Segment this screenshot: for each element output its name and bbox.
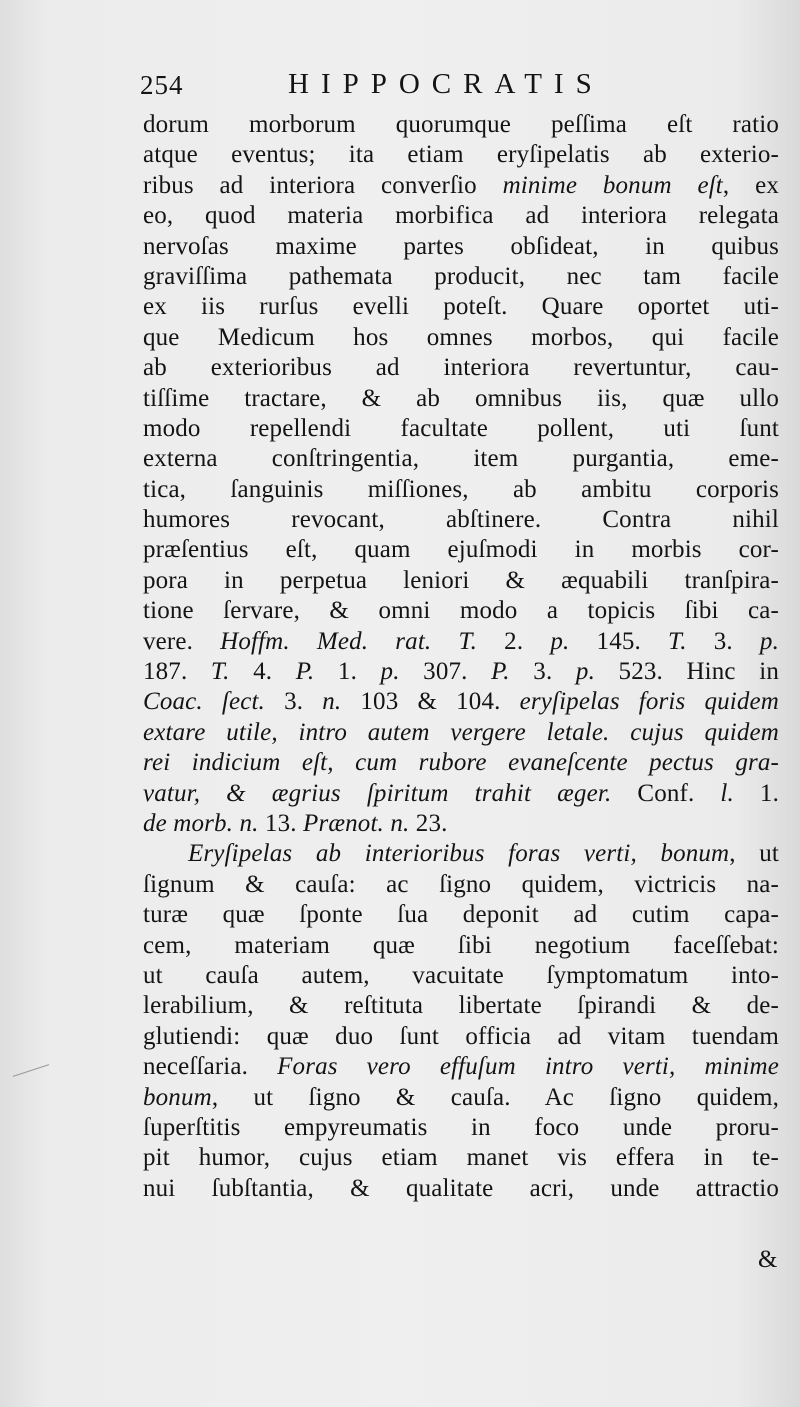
text-segment: 4. xyxy=(229,658,296,686)
text-line xyxy=(143,839,779,869)
text-segment: , ut xyxy=(729,840,779,868)
text-line xyxy=(143,991,779,1021)
paper-mark xyxy=(13,1064,49,1077)
text-line xyxy=(143,809,779,839)
text-segment: lerabilium, & reſtituta libertate ſpirandi & de- xyxy=(143,992,779,1020)
text-line xyxy=(143,535,779,565)
text-segment: 1. xyxy=(733,779,779,807)
italic-text: minime bonum eſt xyxy=(502,171,723,199)
text-line xyxy=(143,566,779,596)
text-segment: modo repellendi facultate pollent, uti ſunt xyxy=(143,414,779,442)
text-segment: nervoſas maxime partes obſideat, in quibus xyxy=(143,232,779,260)
text-line xyxy=(143,657,779,687)
text-line xyxy=(143,232,779,262)
text-line xyxy=(143,1022,779,1052)
italic-text: T. xyxy=(668,627,687,655)
italic-text: bonum xyxy=(143,1083,212,1111)
text-line xyxy=(143,292,779,322)
text-segment: ex iis rurſus evelli poteſt. Quare oportet uti- xyxy=(143,293,779,321)
catchword: & xyxy=(758,1246,778,1273)
text-segment: tica, ſanguinis miſſiones, ab ambitu corporis xyxy=(143,475,779,503)
text-segment: ſignum & cauſa: ac ſigno quidem, victricis na- xyxy=(143,870,779,898)
text-line xyxy=(143,900,779,930)
text-segment: 145. xyxy=(569,627,669,655)
text-segment: tione ſervare, & omni modo a topicis ſibi ca- xyxy=(143,597,779,625)
text-line xyxy=(143,262,779,292)
text-segment: 2. xyxy=(477,627,551,655)
text-line xyxy=(143,475,779,505)
italic-text: Hoffm. Med. rat. T. xyxy=(220,627,478,655)
text-line xyxy=(143,1143,779,1173)
text-segment: 307. xyxy=(399,658,492,686)
text-line xyxy=(143,505,779,535)
italic-text: vatur, & ægrius ſpiritum trahit æger. xyxy=(143,779,612,807)
text-line xyxy=(143,748,779,778)
text-segment: nui ſubſtantia, & qualitate acri, unde attractio xyxy=(143,1174,779,1202)
page-header xyxy=(140,62,640,102)
italic-text: p. xyxy=(380,658,400,686)
italic-text: Foras vero effuſum intro verti, minime xyxy=(277,1053,779,1081)
text-segment: 3. xyxy=(509,658,576,686)
text-line xyxy=(143,414,779,444)
text-segment: que Medicum hos omnes morbos, qui facile xyxy=(143,323,779,351)
text-segment: humores revocant, abſtinere. Contra nihil xyxy=(143,506,779,534)
text-line xyxy=(143,870,779,900)
italic-text: l. xyxy=(720,779,734,807)
italic-text: p. xyxy=(550,627,570,655)
text-segment: tiſſime tractare, & ab omnibus iis, quæ ullo xyxy=(143,384,779,412)
text-segment: 523. Hinc in xyxy=(594,658,779,686)
text-segment: graviſſima pathemata producit, nec tam facile xyxy=(143,262,779,290)
italic-text: T. xyxy=(210,658,230,686)
text-line xyxy=(143,961,779,991)
text-segment: Conf. xyxy=(611,779,721,807)
text-line xyxy=(143,931,779,961)
text-line xyxy=(143,687,779,717)
text-segment: pora in perpetua leniori & æquabili tranſpira- xyxy=(143,566,779,594)
text-line xyxy=(143,110,779,140)
text-line xyxy=(143,444,779,474)
page-number: 254 xyxy=(140,70,184,100)
text-segment: ribus ad interiora converſio xyxy=(143,171,503,199)
text-segment: neceſſaria. xyxy=(143,1053,278,1081)
text-segment: , ex xyxy=(722,171,779,199)
text-segment: 103 & 104. xyxy=(341,688,520,716)
text-segment: glutiendi: quæ duo ſunt officia ad vitam tuendam xyxy=(143,1022,779,1050)
text-segment: dorum morborum quorumque peſſima eſt ratio xyxy=(143,111,779,138)
text-line xyxy=(143,353,779,383)
running-title: HIPPOCRATIS xyxy=(288,68,604,100)
text-segment: 23. xyxy=(409,809,448,837)
text-segment: ab exterioribus ad interiora revertuntur, cau- xyxy=(143,354,779,382)
text-line xyxy=(143,1113,779,1143)
text-line xyxy=(143,323,779,353)
text-segment: externa conſtringentia, item purgantia, eme- xyxy=(143,445,779,473)
italic-text: Prænot. n. xyxy=(303,809,410,837)
italic-text: rei indicium eſt, cum rubore evaneſcente pectus gra- xyxy=(143,749,779,777)
text-segment: turæ quæ ſponte ſua deponit ad cutim capa- xyxy=(143,901,779,929)
text-line xyxy=(143,1174,779,1204)
text-segment: præſentius eſt, quam ejuſmodi in morbis cor- xyxy=(143,536,779,564)
italic-text: n. xyxy=(322,688,342,716)
italic-text: Coac. ſect. xyxy=(143,688,265,716)
text-line xyxy=(143,171,779,201)
italic-text: P. xyxy=(491,658,510,686)
text-line xyxy=(143,1052,779,1082)
text-segment: 13. xyxy=(258,809,304,837)
italic-text: p. xyxy=(575,658,595,686)
italic-text: Eryſipelas ab interioribus foras verti, bonum xyxy=(188,840,730,868)
text-segment: eo, quod materia morbifica ad interiora relegata xyxy=(143,202,779,230)
italic-text: eryſipelas foris quidem xyxy=(519,688,779,716)
text-segment: 3. xyxy=(686,627,760,655)
text-segment: atque eventus; ita etiam eryſipelatis ab exterio- xyxy=(143,141,779,169)
text-segment: ut cauſa autem, vacuitate ſymptomatum into- xyxy=(143,961,779,989)
text-segment: , ut ſigno & cauſa. Ac ſigno quidem, xyxy=(211,1083,779,1111)
text-segment: 187. xyxy=(143,658,211,686)
text-segment: 1. xyxy=(314,658,381,686)
italic-text: P. xyxy=(295,658,315,686)
text-line xyxy=(143,384,779,414)
text-segment: pit humor, cujus etiam manet vis effera in te- xyxy=(143,1144,779,1172)
text-line xyxy=(143,718,779,748)
text-line xyxy=(143,1083,779,1113)
text-line xyxy=(143,201,779,231)
text-line xyxy=(143,140,779,170)
text-segment: vere. xyxy=(143,627,221,655)
text-segment: 3. xyxy=(264,688,323,716)
body-text xyxy=(143,110,779,1204)
text-line xyxy=(143,779,779,809)
text-line xyxy=(143,596,779,626)
italic-text: p. xyxy=(759,627,779,655)
text-line xyxy=(143,627,779,657)
italic-text: extare utile, intro autem vergere letale. cujus quidem xyxy=(143,718,779,746)
text-segment: cem, materiam quæ ſibi negotium faceſſebat: xyxy=(143,931,779,959)
italic-text: de morb. n. xyxy=(143,809,259,837)
text-segment: ſuperſtitis empyreumatis in foco unde proru- xyxy=(143,1113,779,1141)
